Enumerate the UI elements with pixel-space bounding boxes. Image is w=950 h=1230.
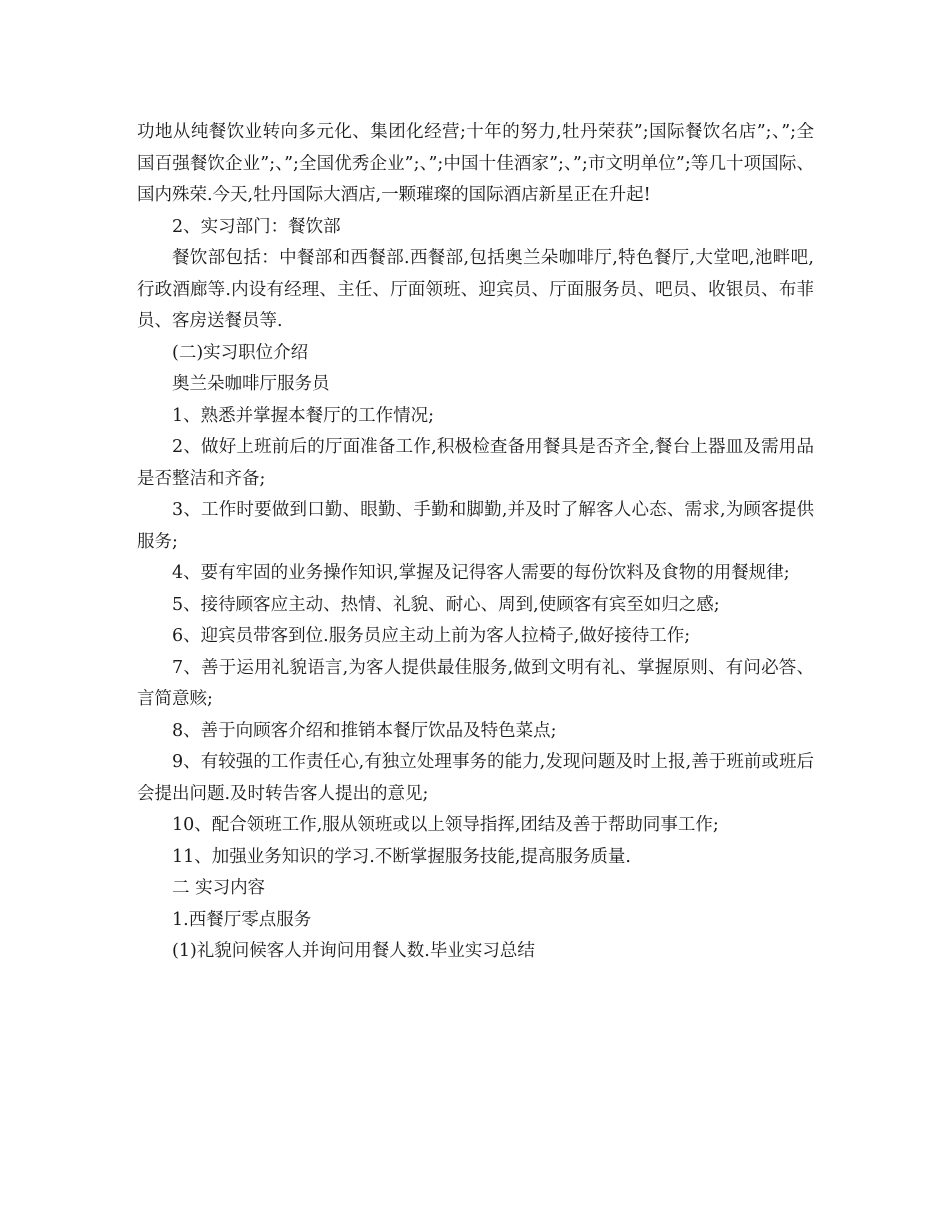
position-title: 奥兰朵咖啡厅服务员 — [172, 374, 330, 394]
duty-item-9: 9、有较强的工作责任心,有独立处理事务的能力,发现问题及时上报,善于班前或班后会提出问题.及时转告客人提出的意见; — [137, 752, 814, 804]
duty-item-2: 2、做好上班前后的厅面准备工作,积极检查备用餐具是否齐全,餐台上器皿及需用品是否整洁和齐备; — [137, 437, 814, 489]
duty-item-11: 11、加强业务知识的学习.不断掌握服务技能,提高服务质量. — [172, 846, 631, 867]
paragraph-intro-continuation: 功地从纯餐饮业转向多元化、集团化经营;十年的努力,牡丹荣获”;国际餐饮名店”;、”;全国百强餐饮企业”;、”;全国优秀企业”;、”;中国十佳酒家”;、”;市文明单位”;等几十项国际、国内殊荣.今天,牡丹国际大酒店,一颗璀璨的国际酒店新星正在升起! — [137, 122, 814, 205]
paragraph-department-detail: 餐饮部包括：中餐部和西餐部.西餐部,包括奥兰朵咖啡厅,特色餐厅,大堂吧,池畔吧,行政酒廊等.内设有经理、主任、厅面领班、迎宾员、厅面服务员、吧员、收银员、布菲员、客房送餐员等. — [137, 248, 814, 331]
section-heading-content: 二 实习内容 — [172, 878, 266, 898]
duty-item-1: 1、熟悉并掌握本餐厅的工作情况; — [172, 405, 435, 426]
duty-item-6: 6、迎宾员带客到位.服务员应主动上前为客人拉椅子,做好接待工作; — [172, 626, 691, 646]
paragraph-department: 2、实习部门：餐饮部 — [172, 216, 341, 237]
subsection-heading-western: 1.西餐厅零点服务 — [172, 909, 312, 930]
duty-item-7: 7、善于运用礼貌语言,为客人提供最佳服务,做到文明有礼、掌握原则、有问必答、言简意赅; — [137, 657, 814, 709]
duty-item-3: 3、工作时要做到口勤、眼勤、手勤和脚勤,并及时了解客人心态、需求,为顾客提供服务; — [137, 500, 814, 552]
duty-item-4: 4、要有牢固的业务操作知识,掌握及记得客人需要的每份饮料及食物的用餐规律; — [172, 563, 790, 583]
duty-item-10: 10、配合领班工作,服从领班或以上领导指挥,团结及善于帮助同事工作; — [172, 815, 719, 835]
duty-item-8: 8、善于向顾客介绍和推销本餐厅饮品及特色菜点; — [172, 720, 557, 741]
duty-item-5: 5、接待顾客应主动、热情、礼貌、耐心、周到,使顾客有宾至如归之感; — [172, 594, 720, 615]
section-heading-position: (二)实习职位介绍 — [172, 342, 309, 363]
step-item-1: (1)礼貌问候客人并询问用餐人数.毕业实习总结 — [172, 941, 535, 961]
